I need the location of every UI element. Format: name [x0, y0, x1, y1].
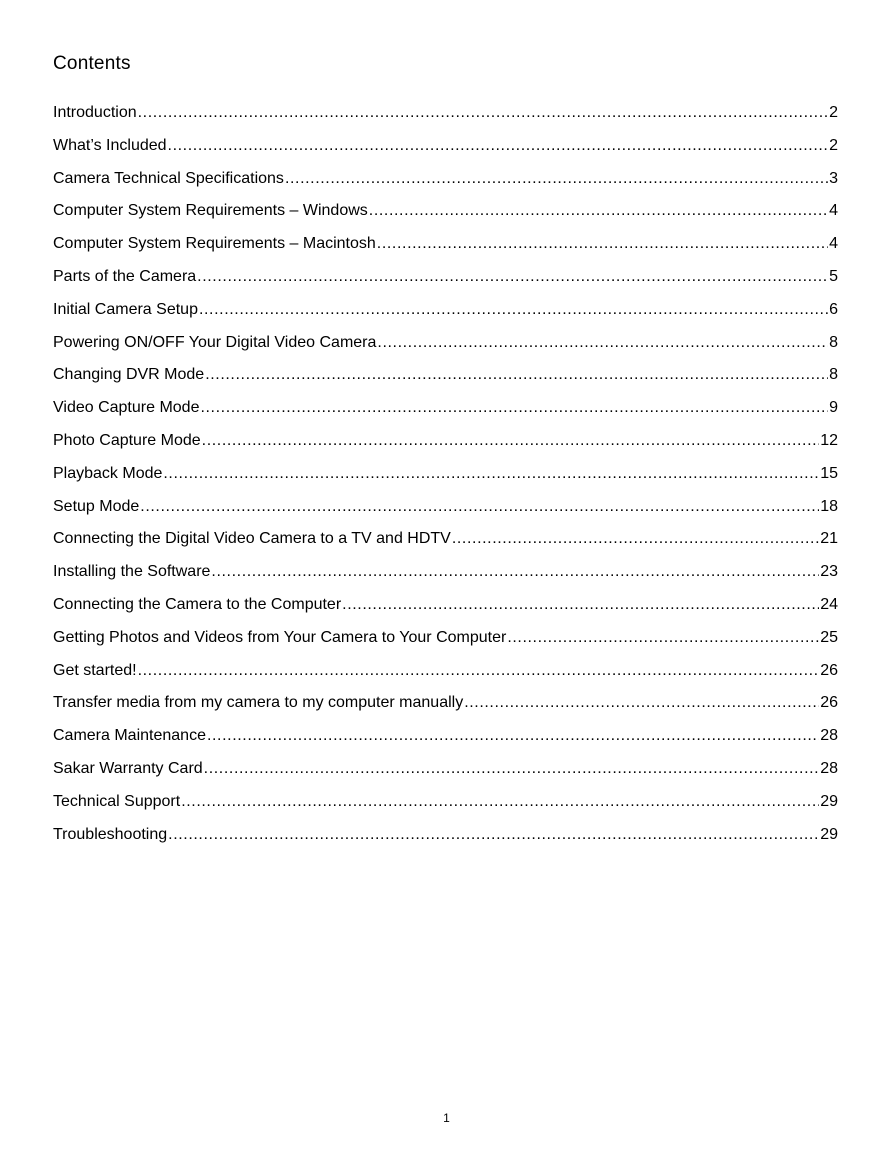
toc-dot-leader — [168, 823, 819, 847]
toc-entry-page: 23 — [820, 563, 838, 581]
toc-entry-page: 25 — [820, 628, 838, 646]
toc-entry-installing-the-software[interactable] — [53, 560, 838, 593]
toc-dot-leader — [202, 429, 820, 453]
toc-entry-changing-dvr-mode[interactable] — [53, 363, 838, 396]
toc-entry-page: 26 — [820, 694, 838, 712]
toc-entry-get-started[interactable] — [53, 659, 838, 692]
toc-dot-leader — [207, 724, 819, 748]
toc-entry-setup-mode[interactable] — [53, 495, 838, 528]
toc-dot-leader — [199, 298, 828, 322]
toc-entry-powering-on-off[interactable] — [53, 331, 838, 364]
toc-dot-leader — [285, 167, 828, 191]
toc-entry-page: 28 — [820, 759, 838, 777]
toc-dot-leader — [200, 396, 828, 420]
toc-entry-title: Video Capture Mode — [53, 399, 200, 417]
toc-entry-page: 28 — [820, 727, 838, 745]
toc-entry-title: Get started! — [53, 661, 137, 679]
toc-dot-leader — [168, 134, 829, 158]
toc-entry-system-requirements-windows[interactable] — [53, 199, 838, 232]
toc-entry-title: Computer System Requirements – Windows — [53, 202, 368, 220]
toc-entry-whats-included[interactable] — [53, 134, 838, 167]
toc-entry-page: 5 — [829, 267, 838, 285]
toc-dot-leader — [204, 757, 820, 781]
toc-dot-leader — [377, 232, 828, 256]
toc-entry-page: 12 — [820, 431, 838, 449]
toc-entry-parts-of-the-camera[interactable] — [53, 265, 838, 298]
toc-dot-leader — [211, 560, 819, 584]
toc-entry-title: Installing the Software — [53, 563, 211, 581]
toc-entry-page: 9 — [829, 399, 838, 417]
toc-entry-title: Transfer media from my camera to my computer manually — [53, 694, 464, 712]
toc-entry-title: Setup Mode — [53, 497, 140, 515]
toc-entry-connecting-to-tv-hdtv[interactable] — [53, 527, 838, 560]
toc-entry-title: Playback Mode — [53, 464, 163, 482]
toc-dot-leader — [140, 495, 819, 519]
toc-entry-page: 29 — [820, 792, 838, 810]
toc-entry-page: 8 — [829, 333, 838, 351]
toc-list — [53, 101, 838, 855]
toc-entry-page: 26 — [820, 661, 838, 679]
toc-entry-title: Technical Support — [53, 792, 181, 810]
toc-dot-leader — [138, 101, 828, 125]
toc-entry-title: Photo Capture Mode — [53, 431, 201, 449]
toc-entry-system-requirements-macintosh[interactable] — [53, 232, 838, 265]
toc-entry-title: Connecting the Digital Video Camera to a TV and HDTV — [53, 530, 451, 548]
toc-entry-title: Parts of the Camera — [53, 267, 197, 285]
toc-dot-leader — [163, 462, 819, 486]
toc-entry-transfer-media-manually[interactable] — [53, 691, 838, 724]
toc-entry-playback-mode[interactable] — [53, 462, 838, 495]
toc-entry-page: 24 — [820, 595, 838, 613]
toc-dot-leader — [507, 626, 819, 650]
toc-entry-camera-maintenance[interactable] — [53, 724, 838, 757]
toc-entry-title: Connecting the Camera to the Computer — [53, 595, 342, 613]
toc-entry-connecting-to-computer[interactable] — [53, 593, 838, 626]
toc-dot-leader — [342, 593, 819, 617]
toc-entry-title: Computer System Requirements – Macintosh — [53, 235, 376, 253]
toc-entry-page: 4 — [829, 235, 838, 253]
toc-entry-page: 4 — [829, 202, 838, 220]
toc-entry-page: 2 — [829, 104, 838, 121]
toc-entry-title: Powering ON/OFF Your Digital Video Camera — [53, 333, 377, 351]
toc-entry-title: Introduction — [53, 104, 137, 121]
toc-entry-title: Troubleshooting — [53, 825, 168, 843]
toc-entry-camera-technical-specifications[interactable] — [53, 167, 838, 200]
toc-entry-page: 2 — [829, 136, 838, 154]
toc-dot-leader — [181, 790, 819, 814]
toc-entry-title: Camera Maintenance — [53, 727, 206, 745]
toc-entry-title: Getting Photos and Videos from Your Camera to Your Computer — [53, 628, 507, 646]
toc-entry-introduction[interactable] — [53, 101, 838, 134]
toc-entry-initial-camera-setup[interactable] — [53, 298, 838, 331]
toc-entry-page: 15 — [820, 464, 838, 482]
toc-dot-leader — [464, 691, 819, 715]
toc-entry-page: 21 — [820, 530, 838, 548]
toc-entry-troubleshooting[interactable] — [53, 823, 838, 856]
toc-entry-title: What’s Included — [53, 136, 167, 154]
toc-dot-leader — [377, 331, 828, 355]
toc-dot-leader — [452, 527, 819, 551]
toc-entry-page: 3 — [829, 169, 838, 187]
toc-entry-video-capture-mode[interactable] — [53, 396, 838, 429]
toc-entry-title: Initial Camera Setup — [53, 300, 198, 318]
toc-entry-title: Camera Technical Specifications — [53, 169, 284, 187]
toc-dot-leader — [205, 363, 828, 387]
toc-entry-page: 8 — [829, 366, 838, 384]
footer-page-number: 1 — [443, 1111, 450, 1125]
toc-entry-page: 6 — [829, 300, 838, 318]
toc-dot-leader — [138, 659, 820, 683]
toc-entry-photo-capture-mode[interactable] — [53, 429, 838, 462]
toc-entry-sakar-warranty-card[interactable] — [53, 757, 838, 790]
toc-entry-page: 29 — [820, 825, 838, 843]
toc-entry-page: 18 — [820, 497, 838, 515]
toc-entry-title: Sakar Warranty Card — [53, 759, 203, 777]
toc-entry-title: Changing DVR Mode — [53, 366, 205, 384]
toc-dot-leader — [369, 199, 828, 223]
toc-entry-getting-photos-and-videos[interactable] — [53, 626, 838, 659]
toc-dot-leader — [197, 265, 828, 289]
toc-heading: Contents — [53, 53, 131, 74]
toc-entry-technical-support[interactable] — [53, 790, 838, 823]
